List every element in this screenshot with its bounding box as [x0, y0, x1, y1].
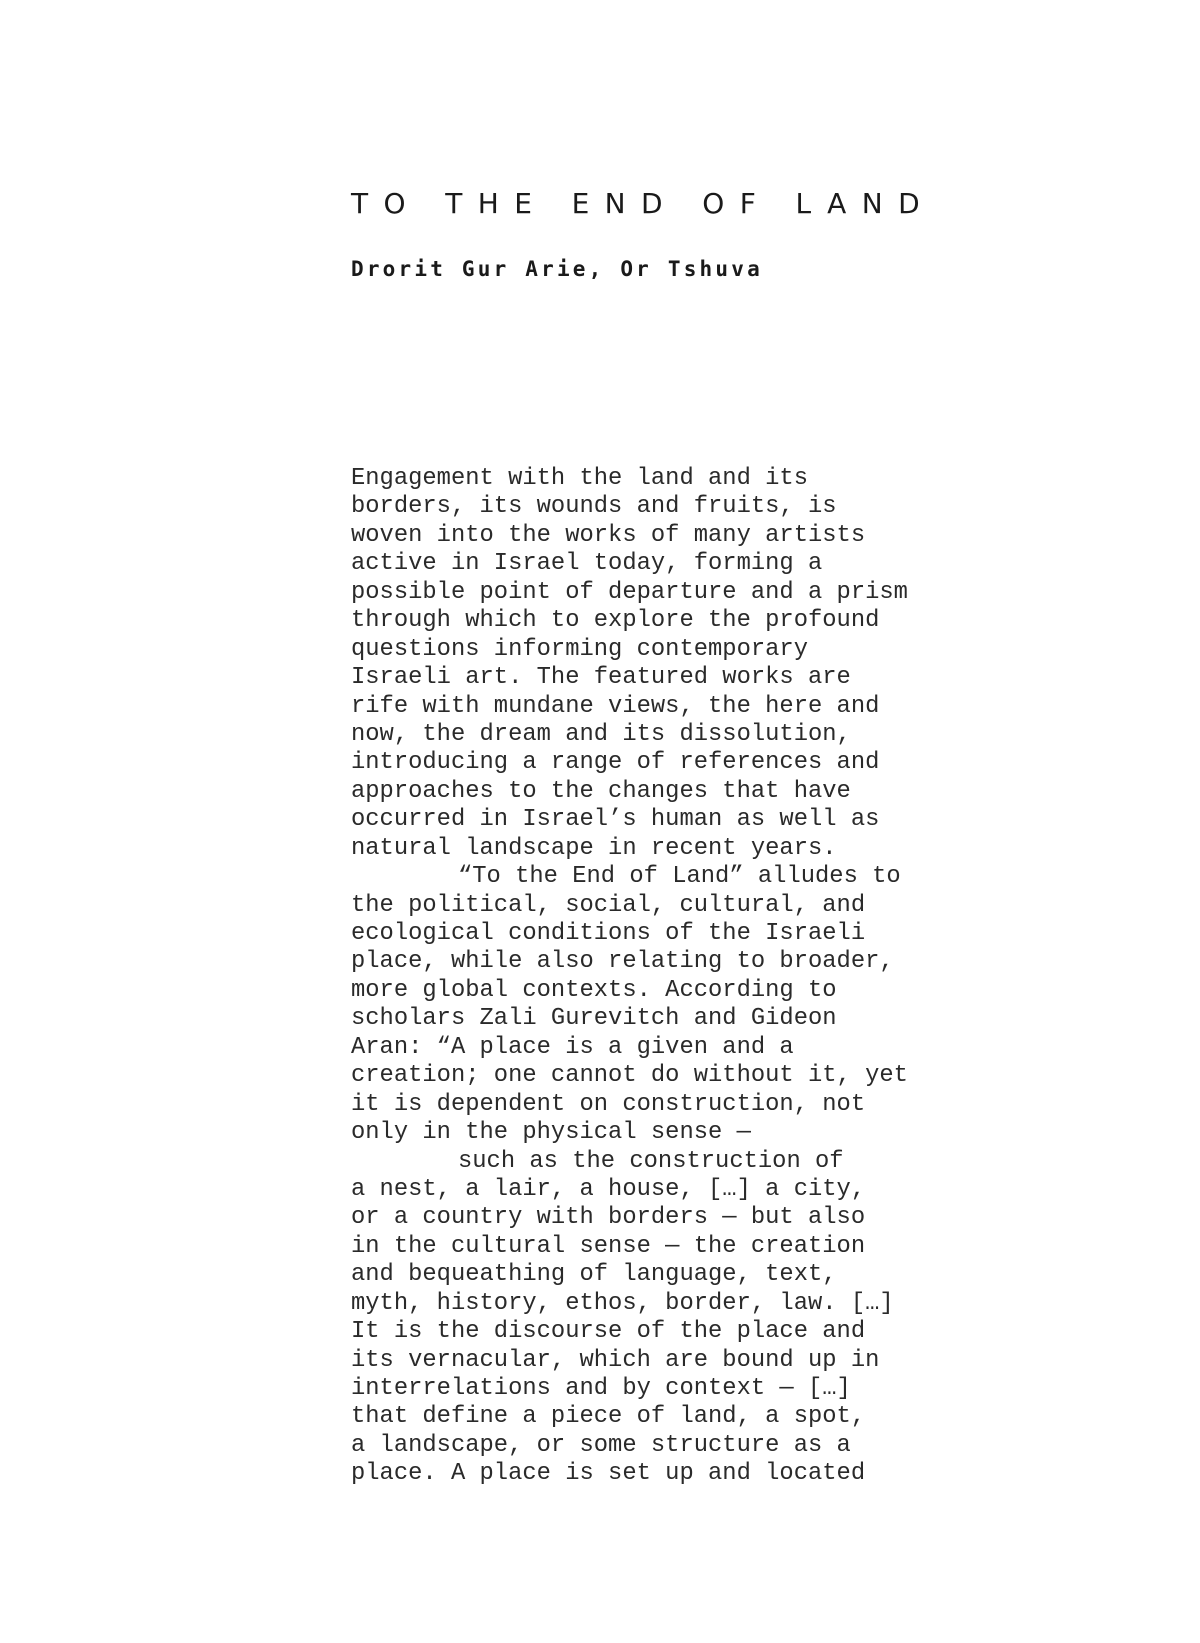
body-line: rife with mundane views, the here and	[351, 692, 880, 720]
body-line: now, the dream and its dissolution,	[351, 720, 851, 748]
body-line: place. A place is set up and located	[351, 1460, 866, 1488]
article-title: TO THE END OF LAND	[351, 187, 936, 220]
body-line: interrelations and by context — […]	[351, 1375, 851, 1402]
body-line: a landscape, or some structure as a	[351, 1431, 851, 1459]
body-line: occurred in Israel’s human as well as	[351, 806, 880, 834]
body-line: in the cultural sense — the creation	[351, 1232, 866, 1260]
body-line: a nest, a lair, a house, […] a city,	[351, 1175, 866, 1203]
body-line: woven into the works of many artists	[351, 521, 866, 549]
body-line: that define a piece of land, a spot,	[351, 1403, 866, 1431]
body-line: only in the physical sense —	[351, 1119, 751, 1147]
body-line: “To the End of Land” alludes to	[458, 863, 901, 891]
body-line: active in Israel today, forming a	[351, 550, 823, 578]
article-authors: Drorit Gur Arie, Or Tshuva	[351, 257, 763, 281]
body-line: the political, social, cultural, and	[351, 891, 866, 919]
body-line: its vernacular, which are bound up in	[351, 1346, 880, 1374]
body-line: such as the construction of	[458, 1147, 844, 1175]
body-line: place, while also relating to broader,	[351, 948, 894, 976]
body-line: it is dependent on construction, not	[351, 1090, 866, 1118]
body-line: through which to explore the profound	[351, 607, 880, 635]
body-line: more global contexts. According to	[351, 976, 837, 1004]
body-line: or a country with borders — but also	[351, 1204, 866, 1232]
body-line: possible point of departure and a prism	[351, 578, 908, 606]
body-line: borders, its wounds and fruits, is	[351, 493, 837, 521]
body-line: questions informing contemporary	[351, 635, 808, 663]
body-line: Aran: “A place is a given and a	[351, 1033, 794, 1061]
body-line: It is the discourse of the place and	[351, 1318, 866, 1346]
body-line: scholars Zali Gurevitch and Gideon	[351, 1005, 837, 1033]
body-line: creation; one cannot do without it, yet	[351, 1062, 908, 1090]
body-line: natural landscape in recent years.	[351, 834, 837, 862]
body-line: myth, history, ethos, border, law. […]	[351, 1289, 894, 1317]
body-line: Israeli art. The featured works are	[351, 664, 851, 692]
body-line: Engagement with the land and its	[351, 465, 808, 492]
body-line: introducing a range of references and	[351, 749, 880, 777]
body-line: ecological conditions of the Israeli	[351, 920, 866, 947]
body-line: and bequeathing of language, text,	[351, 1261, 837, 1289]
article-body	[351, 465, 951, 1489]
body-line: approaches to the changes that have	[351, 777, 851, 805]
